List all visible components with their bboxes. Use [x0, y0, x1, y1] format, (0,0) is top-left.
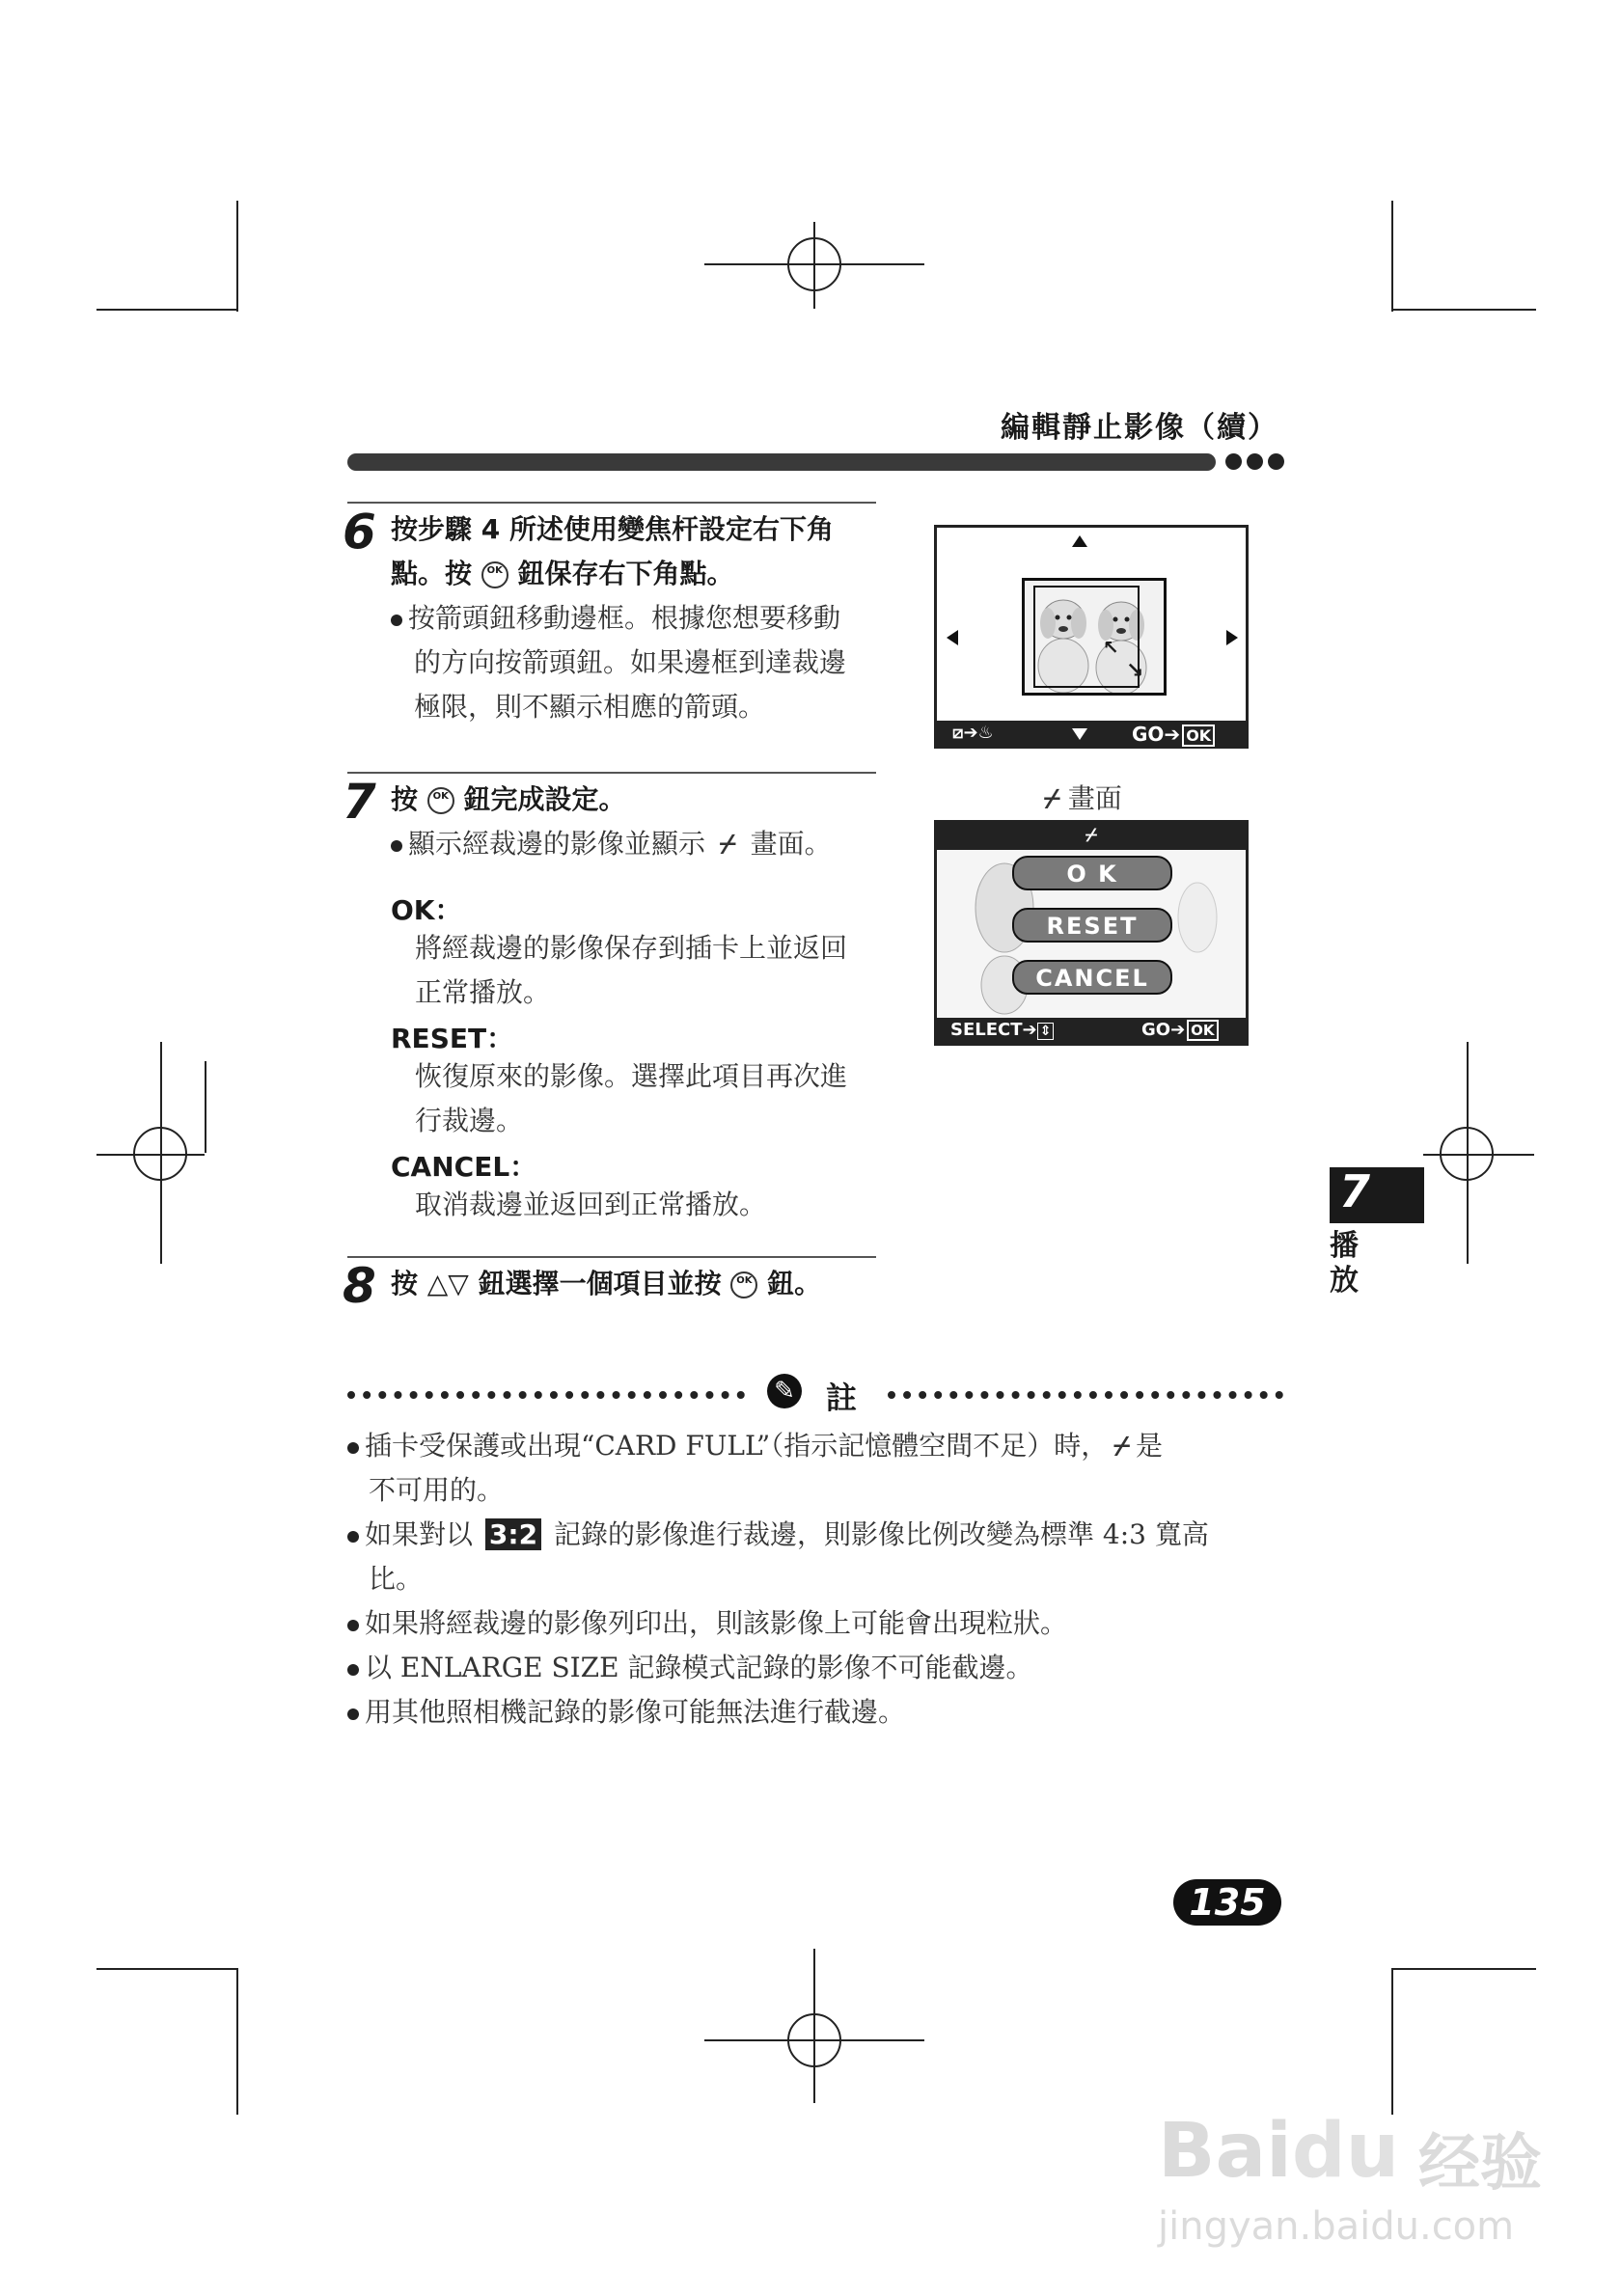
crop-menu-title-bar [937, 823, 1246, 850]
header-dot [1247, 453, 1263, 470]
step6-line1: 按步驟 4 所述使用變焦杆設定右下角 [391, 513, 834, 545]
option-label-cancel: CANCEL： [391, 1151, 537, 1183]
menu-cancel-button[interactable]: CANCEL [1012, 960, 1172, 995]
note-item: 以 ENLARGE SIZE 記錄模式記錄的影像不可能截邊。 [347, 1646, 1274, 1690]
crop-screen-caption: ⌿ 畫面 [1044, 782, 1122, 814]
crop-icon: ⌿ [1085, 823, 1097, 846]
crop-icon: ⌿ [1044, 782, 1060, 814]
ok-button-icon: OK [427, 787, 454, 814]
note-item: 如果將經裁邊的影像列印出，則該影像上可能會出現粒狀。 [347, 1601, 1274, 1646]
arrow-down-icon [1072, 728, 1087, 740]
note-item: 插卡受保護或出現“CARD FULL”（指示記憶體空間不足）時， ⌿ 是 [347, 1424, 1274, 1468]
note-item: 如果對以 3:2 記錄的影像進行裁邊，則影像比例改變為標準 4:3 寬高 [347, 1513, 1274, 1557]
option-desc-cancel: 取消裁邊並返回到正常播放。 [415, 1189, 767, 1220]
page-header-title: 編輯靜止影像（續） [1001, 411, 1278, 445]
crop-screen-status-bar [937, 721, 1246, 746]
baidu-watermark [1158, 2108, 1582, 2282]
arrow-left-icon [947, 630, 958, 645]
ok-button-icon: OK [481, 561, 508, 588]
step-number: 8 [343, 1258, 376, 1314]
note-list [347, 1424, 1274, 1735]
option-desc-reset: 恢復原來的影像。選擇此項目再次進 行裁邊。 [415, 1060, 848, 1136]
option-label-reset: RESET： [391, 1023, 514, 1054]
step-number: 6 [343, 504, 376, 560]
note-item-continued: 比。 [369, 1563, 424, 1595]
page-number: 135 [1173, 1879, 1281, 1926]
crop-menu-status-bar [937, 1018, 1246, 1043]
watermark-url: jingyan.baidu.com [1158, 2204, 1515, 2249]
bullet-icon [391, 615, 402, 626]
chapter-number: 7 [1339, 1165, 1371, 1217]
crop-icon: ⌿ [1113, 1430, 1131, 1462]
note-item-continued: 不可用的。 [369, 1474, 505, 1506]
option-desc-ok: 將經裁邊的影像保存到插卡上並返回 正常播放。 [415, 932, 848, 1008]
step-number: 7 [343, 774, 376, 830]
updown-icon: ⇕ [1037, 1023, 1055, 1040]
chapter-tab [1330, 1167, 1424, 1223]
bullet-icon [347, 1442, 359, 1454]
bullet-icon [391, 840, 402, 852]
bullet-icon [347, 1708, 359, 1720]
zoom-lever-icon: ⧄➔♨ [952, 723, 994, 743]
note-title: 註 [826, 1380, 858, 1416]
note-dots-left [347, 1391, 745, 1399]
ok-button-icon: OK [730, 1271, 757, 1298]
aspect-ratio-badge: 3:2 [485, 1518, 541, 1550]
crop-icon: ⌿ [719, 828, 736, 860]
menu-reset-button[interactable]: RESET [1012, 908, 1172, 943]
bullet-icon [347, 1531, 359, 1543]
chapter-title: 播 放 [1330, 1229, 1359, 1298]
go-label: GO➔ OK [1141, 1020, 1219, 1040]
header-bar [347, 453, 1216, 471]
corner-arrow-icon: ↘ [1126, 659, 1144, 683]
step-divider [347, 1256, 876, 1258]
step6-line2: 點。按 OK 鈕保存右下角點。 [391, 558, 734, 589]
header-dot [1268, 453, 1284, 470]
go-label: GO➔ OK [1132, 723, 1215, 746]
resize-arrow-icon: ↖ [1103, 636, 1119, 659]
watermark-cn: 经验 [1418, 2128, 1542, 2200]
note-dots-right [888, 1391, 1283, 1399]
step7-title: 按 OK 鈕完成設定。 [391, 783, 626, 815]
step8-text: 按 △▽ 鈕選擇一個項目並按 OK 鈕。 [391, 1268, 822, 1299]
select-label: SELECT➔ ⇕ [950, 1020, 1054, 1040]
pencil-icon: ✎ [767, 1374, 802, 1408]
step6-text [391, 507, 893, 596]
header-dot [1225, 453, 1242, 470]
crop-menu-screen [934, 820, 1249, 1046]
bullet-icon [347, 1620, 359, 1631]
watermark-brand: Baidu [1158, 2108, 1400, 2195]
menu-ok-button[interactable]: O K [1012, 856, 1172, 890]
crop-screen [934, 525, 1249, 749]
bullet-icon [347, 1664, 359, 1676]
option-label-ok: OK： [391, 894, 462, 926]
arrow-right-icon [1226, 630, 1238, 645]
step6-bullet: 按箭頭鈕移動邊框。根據您想要移動 的方向按箭頭鈕。如果邊框到達裁邊 極限，則不顯示相應的箭頭。 [391, 596, 893, 729]
step7-bullet: 顯示經裁邊的影像並顯示 ⌿ 畫面。 [391, 822, 912, 866]
step-divider [347, 502, 876, 504]
step-divider [347, 772, 876, 774]
arrow-up-icon [1072, 535, 1087, 547]
inner-crop-frame [1033, 586, 1140, 688]
note-item: 用其他照相機記錄的影像可能無法進行截邊。 [347, 1690, 1274, 1735]
